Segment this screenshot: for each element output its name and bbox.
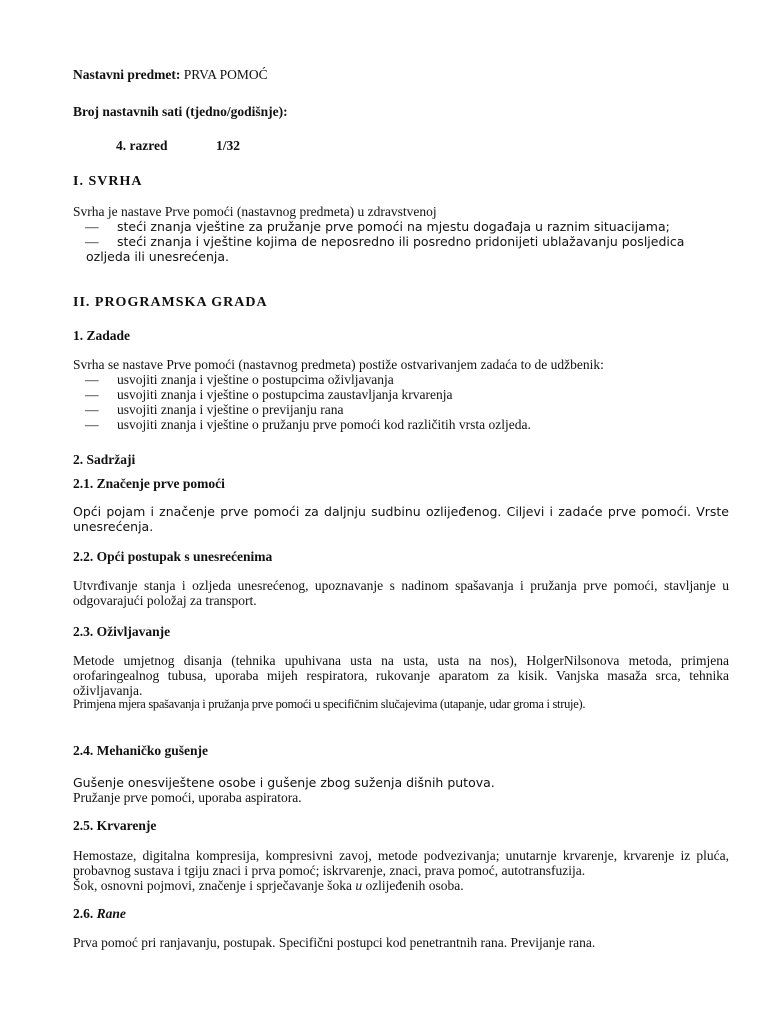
s24-text-2: Pružanje prve pomoći, uporaba aspiratora.: [73, 790, 302, 805]
s25-text: Hemostaze, digitalna kompresija, kompresivni zavoj, metode podvezivanja; unutarnje krvarenje, krvarenje iz pluća, probavnog sustava i tgiju znaci i prva pomoć; iskrvarenje, znaci, prava pomoć, autotransfuzija.: [73, 848, 729, 878]
list-dash: —: [85, 372, 99, 387]
section-heading-programska: II. PROGRAMSKA GRADA: [73, 295, 268, 310]
zadade-item-1: usvojiti znanja i vještine o postupcima oživljavanja: [117, 372, 394, 387]
s21-heading: 2.1. Značenje prve pomoći: [73, 476, 225, 491]
s25-text-2: [73, 878, 464, 893]
list-dash: —: [85, 387, 99, 402]
list-dash: —: [85, 219, 99, 234]
s23-heading: 2.3. Oživljavanje: [73, 624, 171, 639]
section-heading-svrha: I. SVRHA: [73, 174, 143, 189]
s26-heading-num: 2.6.: [73, 906, 97, 921]
zadade-item-4: usvojiti znanja i vještine o pružanju prve pomoći kod različitih vrsta ozljeda.: [117, 417, 531, 432]
s23-text-2: Primjena mjera spašavanja i pružanja prve pomoći u specifičnim slučajevima (utapanje, udar groma i struje).: [73, 697, 586, 711]
s24-text-1: Gušenje onesviještene osobe i gušenje zbog suženja dišnih putova.: [73, 775, 495, 790]
subject-line: [73, 67, 268, 82]
hours-label: Broj nastavnih sati (tjedno/godišnje):: [73, 104, 288, 119]
s25-text-2b: u: [355, 878, 363, 893]
s24-heading: 2.4. Mehaničko gušenje: [73, 743, 208, 758]
list-dash: —: [85, 402, 99, 417]
subject-value: PRVA POMOĆ: [183, 67, 268, 82]
s25-heading: 2.5. Krvarenje: [73, 818, 157, 833]
s25-text-2c: ozlijeđenih osoba.: [362, 878, 464, 893]
s26-text: Prva pomoć pri ranjavanju, postupak. Specifični postupci kod penetrantnih rana. Previjanje rana.: [73, 935, 596, 950]
zadade-item-2: usvojiti znanja i vještine o postupcima zaustavljanja krvarenja: [117, 387, 453, 402]
list-dash: —: [85, 234, 99, 249]
sadrzaji-heading: 2. Sadržaji: [73, 452, 136, 467]
svrha-item-2: steći znanja i vještine kojima de neposredno ili posredno pridonijeti ublažavanju posljedica: [117, 234, 685, 249]
s21-text: Opći pojam i značenje prve pomoći za daljnju sudbinu ozlijeđenog. Ciljevi i zadaće prve pomoći. Vrste unesrećenja.: [73, 504, 729, 534]
s25-text-2a: Šok, osnovni pojmovi, značenje i sprječavanje šoka: [73, 878, 356, 893]
s22-text: Utvrđivanje stanja i ozljeda unesrećenog, upoznavanje s nadinom spašavanja i pružanja prve pomoći, stavljanje u odgovarajući položaj za transport.: [73, 578, 729, 608]
zadade-intro: Svrha se nastave Prve pomoći (nastavnog predmeta) postiže ostvarivanjem zadaća to de udžbenik:: [73, 357, 604, 372]
s26-heading: [73, 906, 126, 921]
s23-text: Metode umjetnog disanja (tehnika upuhivana usta na usta, usta na nos), HolgerNilsonova metoda, primjena orofaringealnog tubusa, uporaba mijeh respiratora, rukovanje aparatom za kisik. Vanjska masaža srca, tehnika oživljavanja.: [73, 653, 729, 698]
s22-heading: 2.2. Opći postupak s unesrećenima: [73, 549, 273, 564]
svrha-continuation: ozljeda ili unesrećenja.: [86, 249, 229, 264]
hours-value: 1/32: [216, 138, 241, 153]
svrha-item-1: steći znanja vještine za pružanje prve pomoći na mjestu događaja u raznim situacijama;: [117, 219, 670, 234]
subject-label: Nastavni predmet:: [73, 67, 181, 82]
zadade-item-3: usvojiti znanja i vještine o previjanju rana: [117, 402, 344, 417]
s26-heading-word: Rane: [96, 906, 126, 921]
zadade-heading: 1. Zadade: [73, 328, 131, 343]
svrha-intro: Svrha je nastave Prve pomoći (nastavnog predmeta) u zdravstvenoj: [73, 204, 437, 219]
list-dash: —: [85, 417, 99, 432]
grade-label: 4. razred: [116, 138, 168, 153]
